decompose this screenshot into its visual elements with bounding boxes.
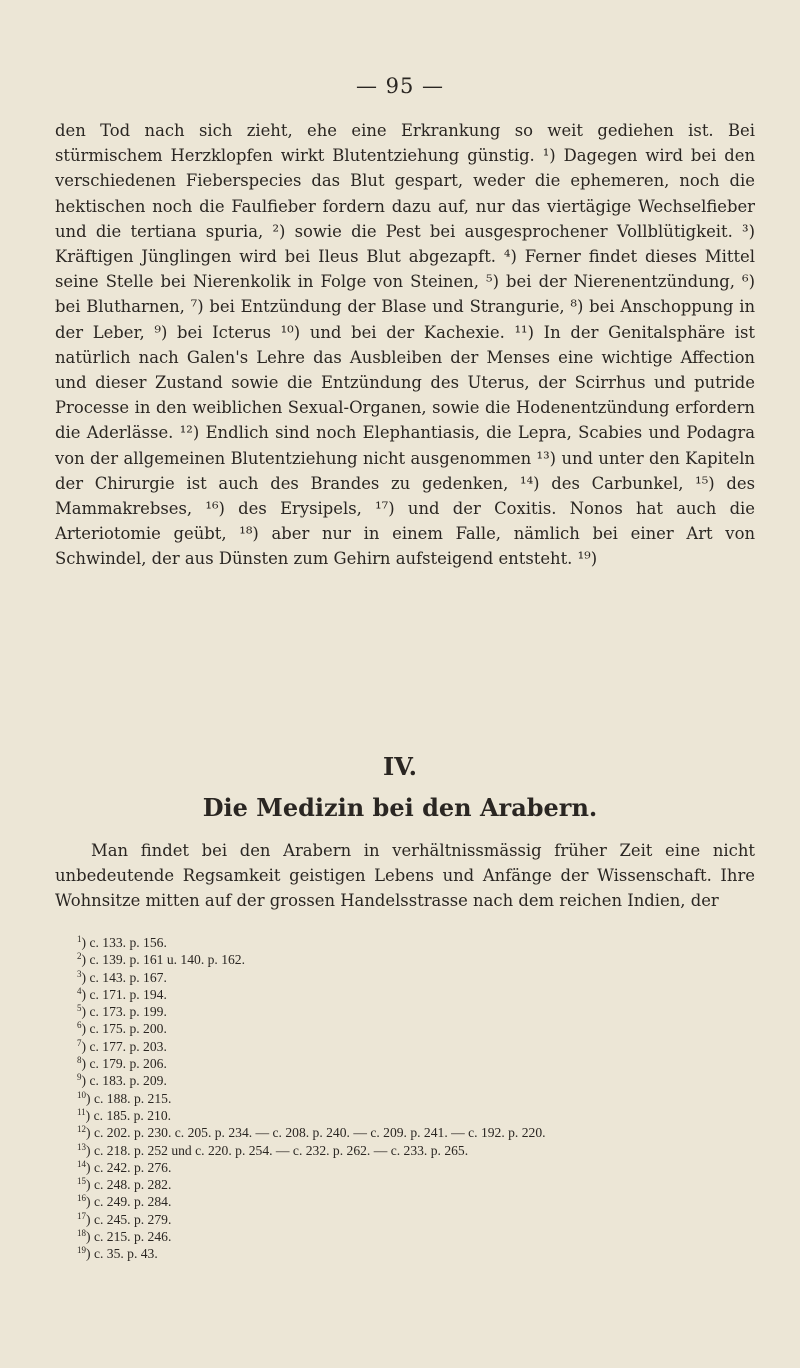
footnote: $^1$) c. 133. p. 156. xyxy=(77,934,167,950)
footnote: $^{13}$) c. 218. p. 252 und c. 220. p. 254. — c. 232. p. 262. — c. 233. p. 265. xyxy=(77,1141,469,1158)
footnote: $^{15}$) c. 248. p. 282. xyxy=(77,1176,172,1193)
paragraph: den Tod nach sich zieht, ehe eine Erkrankung so weit gediehen ist. Bei stürmischem Herzklopfen wirkt Blutentziehung günstig. ¹) Dagegen wird bei den verschiedenen Fieberspecies das Blut gespart, weder die ephemeren, noch die hektischen noch die Faulfieber fordern dazu auf, nur das viertägige Wechselfieber und die tertiana spuria, ²) sowie die Pest bei ausgesprochener Vollblütigkeit. ³) Kräftigen Jünglingen wird bei Ileus Blut abgezapft. ⁴) Ferner findet dieses Mittel seine Stelle bei Nierenkolik in Folge von Steinen, ⁵) bei der Nierenentzündung, ⁶) bei Blutharnen, ⁷) bei Entzündung der Blase und Strangurie, ⁸) bei Anschoppung in der Leber, ⁹) bei Icterus ¹⁰) und bei der Kachexie. ¹¹) In der Genitalsphäre ist natürlich nach Galen's Lehre das Ausbleiben der Menses eine wichtige Affection und dieser Zustand sowie die Entzündung des Uterus, der Scirrhus und putride Processe in den weiblichen Sexual-Organen, sowie die Hodenentzündung erfordern die Aderlässe. ¹²) Endlich sind noch Elephantiasis, die Lepra, Scabies und Podagra von der allgemeinen Blutentziehung nicht ausgenommen ¹³) und unter den Kapiteln der Chirurgie ist auch des Brandes zu gedenken, ¹⁴) des Carbunkel, ¹⁵) des Mammakrebses, ¹⁶) des Erysipels, ¹⁷) und der Coxitis. Nonos hat auch die Arteriotomie geübt, ¹⁸) aber nur in einem Falle, nämlich bei einer Art von Schwindel, der aus Dünsten zum Gehirn aufsteigend entsteht. ¹⁹) xyxy=(55,121,755,569)
footnote: $^5$) c. 173. p. 199. xyxy=(77,1003,167,1020)
footnote: $^4$) c. 171. p. 194. xyxy=(77,985,167,1002)
footnote: $^9$) c. 183. p. 209. xyxy=(77,1072,167,1089)
main-text xyxy=(55,118,755,572)
section-title: Die Medizin bei den Arabern. xyxy=(202,793,598,822)
footnote: $^{14}$) c. 242. p. 276. xyxy=(77,1158,172,1175)
footnote: $^{11}$) c. 185. p. 210. xyxy=(77,1106,172,1123)
page-number: — 95 — xyxy=(355,74,445,98)
footnote: $^6$) c. 175. p. 200. xyxy=(77,1020,167,1037)
section-number: IV. xyxy=(382,752,417,781)
footnote: $^{17}$) c. 245. p. 279. xyxy=(77,1210,172,1227)
footnote: $^8$) c. 179. p. 206. xyxy=(77,1055,167,1072)
footnotes xyxy=(77,934,767,1263)
footnote: $^3$) c. 143. p. 167. xyxy=(77,968,167,985)
footnote: $^{16}$) c. 249. p. 284. xyxy=(77,1193,172,1210)
footnote: $^{12}$) c. 202. p. 230. c. 205. p. 234. — c. 208. p. 240. — c. 209. p. 241. — c. 192. p. 220. xyxy=(77,1124,546,1141)
footnote: $^{18}$) c. 215. p. 246. xyxy=(77,1228,172,1245)
section-paragraph: Man findet bei den Arabern in verhältnissmässig früher Zeit eine nicht unbedeutende Regsamkeit geistigen Lebens und Anfänge der Wissenschaft. Ihre Wohnsitze mitten auf der grossen Handelsstrasse nach dem reichen Indien, der xyxy=(55,841,755,911)
footnote: $^7$) c. 177. p. 203. xyxy=(77,1037,167,1054)
footnote: $^2$) c. 139. p. 161 u. 140. p. 162. xyxy=(77,951,246,968)
section-text xyxy=(55,838,755,914)
footnote: $^{10}$) c. 188. p. 215. xyxy=(77,1089,172,1106)
footnote: $^{19}$) c. 35. p. 43. xyxy=(77,1245,158,1262)
